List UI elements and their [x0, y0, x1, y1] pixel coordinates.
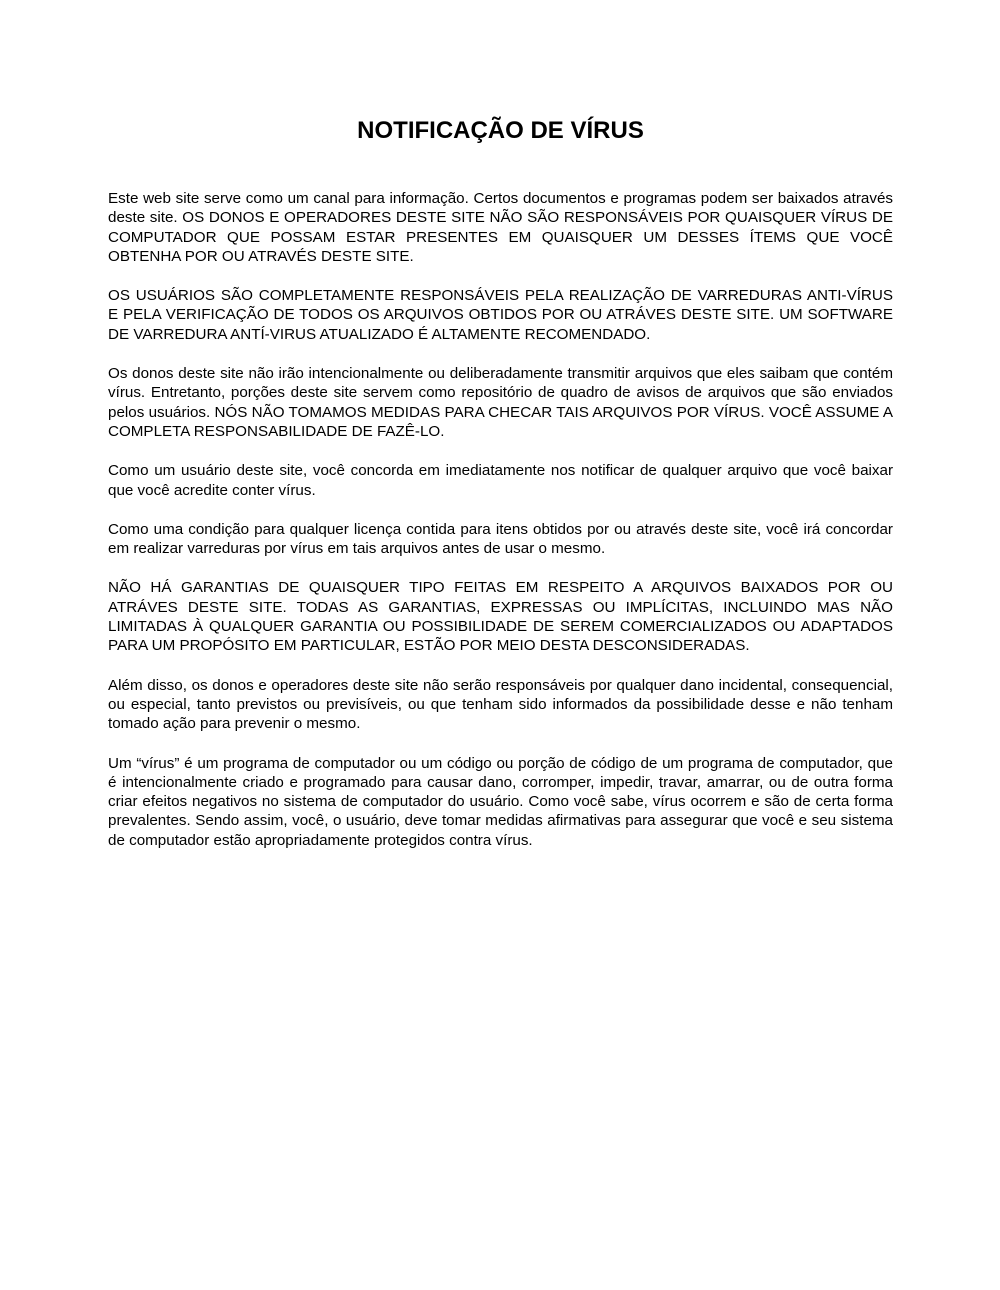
paragraph-notify-agreement: Como um usuário deste site, você concorda em imediatamente nos notificar de qualquer arquivo que você baixar que você acredite conter vírus.	[108, 462, 893, 499]
document-body	[108, 189, 893, 870]
paragraph-owners-disclaimer: Os donos deste site não irão intencionalmente ou deliberadamente transmitir arquivos que eles saibam que contém vírus. Entretanto, porções deste site servem como repositório de quadro de avisos de arquivos que são enviados pelos usuários. NÓS NÃO TOMAMOS MEDIDAS PARA CHECAR TAIS ARQUIVOS POR VÍRUS. VOCÊ ASSUME A COMPLETA RESPONSABILIDADE DE FAZÊ-LO.	[108, 365, 893, 440]
paragraph-virus-definition: Um “vírus” é um programa de computador ou um código ou porção de código de um programa de computador, que é intencionalmente criado e programado para causar dano, corromper, impedir, travar, amarrar, ou de outra forma criar efeitos negativos no sistema de computador do usuário. Como você sabe, vírus ocorrem e são de certa forma prevalentes. Sendo assim, você, o usuário, deve tomar medidas afirmativas para assegurar que você e seu sistema de computador estão apropriadamente protegidos contra vírus.	[108, 754, 893, 849]
paragraph-user-responsibility: OS USUÁRIOS SÃO COMPLETAMENTE RESPONSÁVEIS PELA REALIZAÇÃO DE VARREDURAS ANTI-VÍRUS E PELA VERIFICAÇÃO DE TODOS OS ARQUIVOS OBTIDOS POR OU ATRÁVES DESTE SITE. UM SOFTWARE DE VARREDURA ANTÍ-VIRUS ATUALIZADO É ALTAMENTE RECOMENDADO.	[108, 287, 893, 343]
paragraph-license-condition: Como uma condição para qualquer licença contida para itens obtidos por ou através deste site, você irá concordar em realizar varreduras por vírus em tais arquivos antes de usar o mesmo.	[108, 520, 893, 558]
paragraph-no-warranties: NÃO HÁ GARANTIAS DE QUAISQUER TIPO FEITAS EM RESPEITO A ARQUIVOS BAIXADOS POR OU ATRÁVES DESTE SITE. TODAS AS GARANTIAS, EXPRESSAS OU IMPLÍCITAS, INCLUINDO MAS NÃO LIMITADAS À QUALQUER GARANTIA OU POSSIBILIDADE DE SEREM COMERCIALIZADOS OU ADAPTADOS PARA UM PROPÓSITO EM PARTICULAR, ESTÃO POR MEIO DESTA DESCONSIDERADAS.	[108, 579, 893, 655]
paragraph-intro: Este web site serve como um canal para informação. Certos documentos e programas podem ser baixados através deste site. OS DONOS E OPERADORES DESTE SITE NÃO SÃO RESPONSÁVEIS POR QUAISQUER VÍRUS DE COMPUTADOR QUE POSSAM ESTAR PRESENTES EM QUAISQUER UM DESSES ÍTEMS QUE VOCÊ OBTENHA POR OU ATRAVÉS DESTE SITE.	[108, 190, 893, 265]
paragraph-liability: Além disso, os donos e operadores deste site não serão responsáveis por qualquer dano incidental, consequencial, ou especial, tanto previstos ou previsíveis, ou que tenham sido informados da possibilidade desse e não tenham tomado ação para prevenir o mesmo.	[108, 676, 893, 733]
document-title: NOTIFICAÇÃO DE VÍRUS	[357, 117, 644, 144]
